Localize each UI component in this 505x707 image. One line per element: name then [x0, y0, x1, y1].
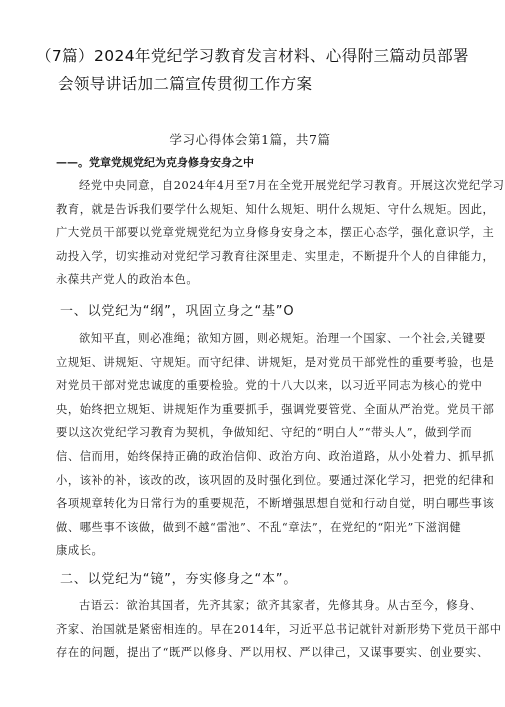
document-title-line-2: 会领导讲话加二篇宣传贯彻工作方案	[58, 75, 313, 93]
paragraph-line: 立规矩、讲规矩、守规矩。而守纪律、讲规矩，是对党员干部党性的重要考验，也是	[56, 355, 495, 369]
paragraph-line: 存在的问题，提出了“既严以修身、严以用权、严以律己，又谋事要实、创业要实、	[56, 646, 489, 660]
paragraph-line: 动投入学，切实推动对党纪学习教育往深里走、实里走，不断提升个人的自律能力，	[56, 249, 495, 263]
paragraph-line: 齐家、治国就是紧密相连的。早在2014年，习近平总书记就针对新形势下党员干部中	[56, 622, 502, 636]
paragraph-2	[56, 327, 495, 563]
paragraph-line: 小，该补的补，该改的改，该巩固的及时强化到位。要通过深化学习，把党的纪律和	[56, 473, 495, 487]
paragraph-line: 经党中央同意，自2024年4月至7月在全党开展党纪学习教育。开展这次党纪学习	[79, 179, 505, 192]
article-subtitle: 学习心得体会第1篇，共7篇	[169, 132, 331, 147]
paragraph-line: 康成长。	[56, 544, 104, 558]
paragraph-line: 欲知平直，则必准绳；欲知方圆，则必规矩。治理一个国家、一个社会,关键要	[79, 332, 486, 345]
paragraph-line: 广大党员干部要以党章党规党纪为立身修身安身之本，摆正心态学，强化意识学，主	[56, 226, 495, 240]
paragraph-line: 要以这次党纪学习教育为契机，争做知纪、守纪的“明白人”“带头人”，做到学而	[56, 426, 473, 440]
section-heading-2: 二、以党纪为“镜”，夯实修身之“本”。	[60, 572, 298, 587]
paragraph-line: 做、哪些事不该做，做到不越“雷池”、不乱“章法”，在党纪的“阳光”下滋润健	[56, 520, 462, 534]
paragraph-1	[56, 174, 505, 292]
paragraph-line: 各项规章转化为日常行为的重要规范，不断增强思想自觉和行动自觉，明白哪些事该	[56, 497, 495, 511]
document-title	[36, 42, 476, 98]
section-intro-heading: ——。党章党规党纪为克身修身安身之中	[56, 156, 254, 169]
paragraph-line: 教育，就是告诉我们要学什么规矩、知什么规矩、明什么规矩、守什么规矩。因此，	[56, 202, 495, 216]
paragraph-line: 对党员干部对党忠诚度的重要检验。党的十八大以来，以习近平同志为核心的党中	[56, 379, 483, 393]
section-heading-1: 一、以党纪为“纲”，巩固立身之“基”O	[60, 304, 295, 319]
paragraph-3	[56, 594, 502, 665]
paragraph-line: 信、信而用，始终保持正确的政治信仰、政治方向、政治道路，从小处着力、抓早抓	[56, 449, 495, 463]
document-title-line-1: （7篇）2024年党纪学习教育发言材料、心得附三篇动员部署	[36, 47, 469, 65]
paragraph-line: 央，始终把立规矩、讲规矩作为重要抓手，强调党要管党、全面从严治党。党员干部	[56, 402, 495, 416]
paragraph-line: 永葆共产党人的政治本色。	[56, 273, 199, 287]
paragraph-line: 古语云：欲治其国者，先齐其家；欲齐其家者，先修其身。从古至今，修身、	[79, 599, 482, 612]
